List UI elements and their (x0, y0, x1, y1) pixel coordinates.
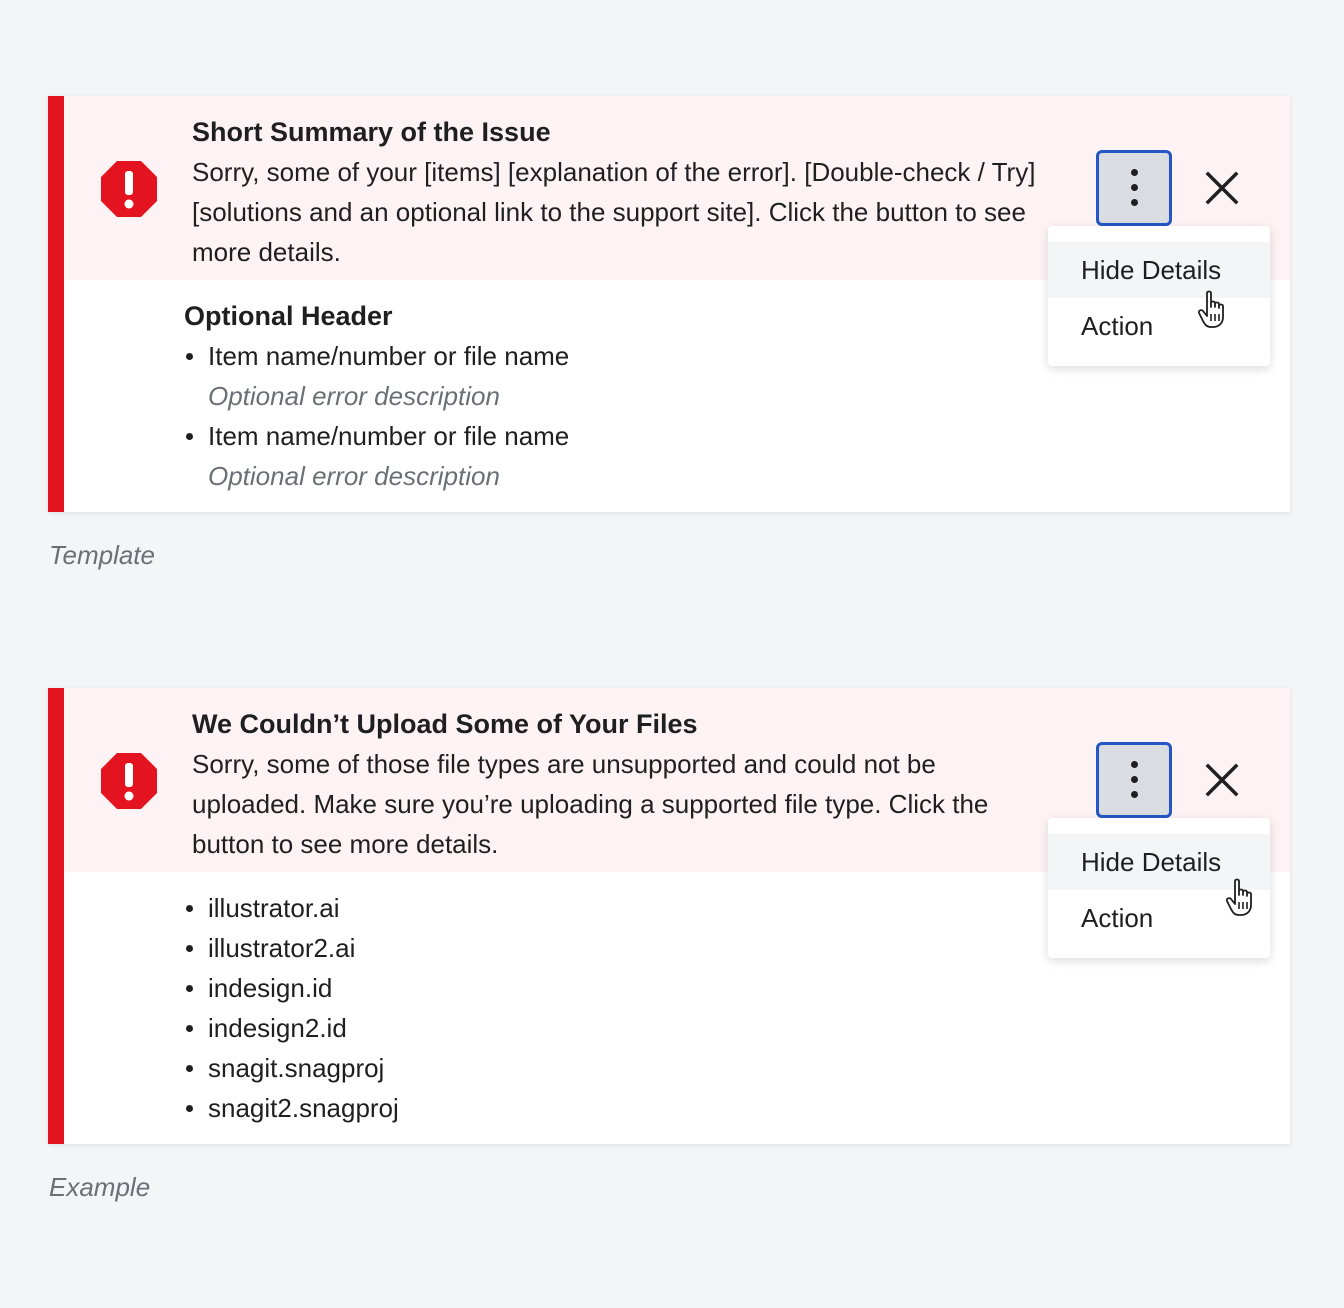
list-item (184, 416, 1290, 496)
bullet (186, 945, 193, 952)
example-caption: Example (49, 1172, 151, 1202)
bullet (186, 1105, 193, 1112)
item-description: Optional error description (208, 461, 500, 491)
error-stripe (48, 688, 64, 1144)
bullet (186, 985, 193, 992)
hand-pointer-icon (1226, 878, 1260, 918)
template-caption: Template (49, 540, 155, 570)
kebab-dot (1131, 791, 1138, 798)
file-name: illustrator2.ai (208, 933, 356, 963)
alert-title: We Couldn’t Upload Some of Your Files (192, 709, 698, 739)
error-stripe (48, 96, 64, 512)
kebab-dot (1131, 199, 1138, 206)
menu-item-hide-details[interactable]: Hide Details (1048, 834, 1270, 890)
alert-message: Sorry, some of those file types are unsupported and could not be uploaded. Make sure you’re uploading a supported file type. Click the button to see more details. (192, 749, 989, 859)
file-name: indesign2.id (208, 1013, 347, 1043)
bullet (186, 1065, 193, 1072)
error-octagon-icon (100, 752, 158, 810)
more-options-button[interactable] (1096, 742, 1172, 818)
list-item (184, 1048, 1290, 1088)
item-name: Item name/number or file name (208, 341, 570, 371)
list-item (184, 968, 1290, 1008)
kebab-dot (1131, 776, 1138, 783)
list-item (184, 1088, 1290, 1128)
alert-message: Sorry, some of your [items] [explanation of the error]. [Double-check / Try] [solutions and an optional link to the support site]. Click the button to see more details. (192, 157, 1036, 267)
bullet (186, 905, 193, 912)
item-description: Optional error description (208, 381, 500, 411)
file-name: illustrator.ai (208, 893, 340, 923)
hand-pointer-icon (1198, 290, 1232, 330)
file-name: snagit2.snagproj (208, 1093, 399, 1123)
menu-item-hide-details[interactable]: Hide Details (1048, 242, 1270, 298)
file-name: snagit.snagproj (208, 1053, 385, 1083)
more-options-button[interactable] (1096, 150, 1172, 226)
file-name: indesign.id (208, 973, 333, 1003)
kebab-dot (1131, 761, 1138, 768)
kebab-dot (1131, 169, 1138, 176)
error-octagon-icon (100, 160, 158, 218)
list-item (184, 1008, 1290, 1048)
bullet (186, 433, 193, 440)
options-menu (1048, 226, 1270, 366)
item-name: Item name/number or file name (208, 421, 570, 451)
close-icon[interactable] (1202, 168, 1242, 208)
close-icon[interactable] (1202, 760, 1242, 800)
kebab-dot (1131, 184, 1138, 191)
details-header: Optional Header (184, 301, 393, 331)
alert-title: Short Summary of the Issue (192, 117, 551, 147)
bullet (186, 353, 193, 360)
menu-item-action[interactable]: Action (1081, 311, 1154, 341)
menu-item-action[interactable]: Action (1081, 903, 1154, 933)
bullet (186, 1025, 193, 1032)
